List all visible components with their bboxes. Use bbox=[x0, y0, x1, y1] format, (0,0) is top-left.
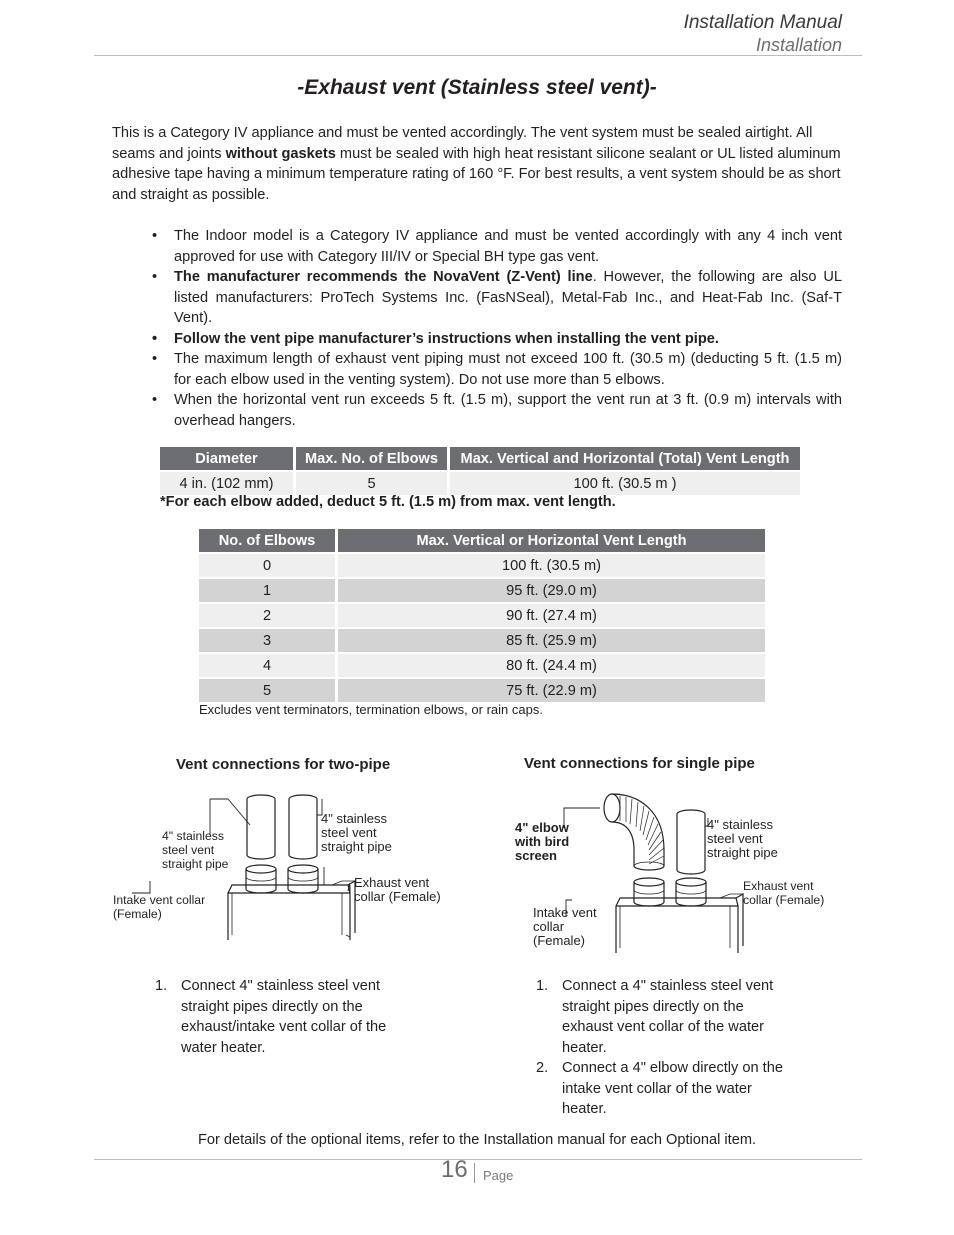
elbow-deduction-note: *For each elbow added, deduct 5 ft. (1.5 m) from max. vent length. bbox=[160, 494, 616, 510]
elbow-with-screen bbox=[604, 794, 664, 870]
footer-divider bbox=[94, 1159, 862, 1160]
vent-pipe bbox=[677, 814, 705, 870]
list-item: • When the horizontal vent run exceeds 5 ft. (1.5 m), support the vent run at 3 ft. (0.9 m) intervals with overhead hangers. bbox=[152, 390, 842, 431]
label-line: straight pipe bbox=[707, 845, 778, 860]
table-cell: 85 ft. (25.9 m) bbox=[338, 629, 765, 652]
two-pipe-exhaust-label bbox=[354, 876, 441, 904]
table-row bbox=[199, 604, 765, 627]
label-line: 4" elbow bbox=[515, 820, 569, 835]
table-cell: 90 ft. (27.4 m) bbox=[338, 604, 765, 627]
table-row bbox=[199, 679, 765, 702]
single-pipe-pipe-label bbox=[707, 818, 778, 860]
label-line: Intake vent collar bbox=[113, 893, 206, 907]
table-row bbox=[199, 579, 765, 602]
header-divider bbox=[94, 55, 862, 56]
label-line: 4" stainless bbox=[707, 817, 774, 832]
label-line: straight pipe bbox=[162, 857, 229, 871]
single-pipe-steps bbox=[536, 976, 798, 1120]
table-header-cell: Max. No. of Elbows bbox=[296, 447, 450, 470]
table-cell: 5 bbox=[296, 472, 450, 495]
table-cell: 3 bbox=[199, 629, 338, 652]
page-number: 16 bbox=[441, 1156, 468, 1183]
label-line: (Female) bbox=[533, 933, 586, 948]
page-separator bbox=[474, 1163, 475, 1183]
label-line: 4" stainless bbox=[321, 811, 388, 826]
elbow-label bbox=[515, 821, 569, 863]
bullet-text: . However, the following are also UL listed manufacturers: ProTech Systems Inc. (FasNSeal), Metal-Fab Inc., and Heat-Fab Inc. (Saf-T Vent). bbox=[174, 269, 842, 326]
table-header-cell: Max. Vertical and Horizontal (Total) Vent Length bbox=[450, 447, 800, 470]
label-line: screen bbox=[515, 848, 557, 863]
left-vent-pipe bbox=[247, 799, 275, 855]
label-line: collar (Female) bbox=[354, 889, 441, 904]
label-line: 4" stainless bbox=[162, 829, 224, 843]
table-header-row bbox=[160, 447, 800, 470]
step-text: Connect 4" stainless steel vent straight pipes directly on the exhaust/intake vent collar of the water heater. bbox=[181, 978, 387, 1056]
step-text: Connect a 4" stainless steel vent straight pipes directly on the exhaust vent collar of the water heater. bbox=[562, 978, 774, 1056]
label-line: steel vent bbox=[321, 825, 377, 840]
intro-text-2: must be sealed with high heat resistant silicone sealant or UL listed aluminum adhesive tape having a minimum temperature rating of 160 °F. For best results, a vent system should be as short and straight as possible. bbox=[112, 145, 841, 204]
table-row bbox=[160, 472, 800, 495]
page-title: -Exhaust vent (Stainless steel vent)- bbox=[297, 76, 657, 99]
table-row bbox=[199, 654, 765, 677]
step-text: Connect a 4" elbow directly on the intake vent collar of the water heater. bbox=[562, 1060, 783, 1117]
table-footnote: Excludes vent terminators, termination elbows, or rain caps. bbox=[199, 702, 543, 717]
label-line: straight pipe bbox=[321, 839, 392, 854]
list-item: • The Indoor model is a Category IV appliance and must be vented accordingly with any 4 inch vent approved for use with Category III/IV or Special BH type gas vent. bbox=[152, 226, 842, 267]
list-item: • The maximum length of exhaust vent piping must not exceed 100 ft. (30.5 m) (deducting 5 ft. (1.5 m) for each elbow used in the venting system). Do not use more than 5 elbows. bbox=[152, 349, 842, 390]
page-label: Page bbox=[483, 1168, 514, 1183]
two-pipe-caption: Vent connections for two-pipe bbox=[176, 756, 391, 773]
list-item: • Follow the vent pipe manufacturer’s instructions when installing the vent pipe. bbox=[152, 329, 842, 350]
table-cell: 1 bbox=[199, 579, 338, 602]
table-header-cell: No. of Elbows bbox=[199, 529, 338, 552]
table-cell: 4 in. (102 mm) bbox=[160, 472, 296, 495]
manual-title: Installation Manual bbox=[683, 12, 842, 33]
label-line: Exhaust vent bbox=[354, 875, 430, 890]
section-title: Installation bbox=[755, 35, 842, 55]
table-cell: 80 ft. (24.4 m) bbox=[338, 654, 765, 677]
table-cell: 4 bbox=[199, 654, 338, 677]
intro-paragraph bbox=[112, 123, 847, 206]
list-item bbox=[155, 976, 425, 1058]
list-item bbox=[536, 976, 798, 1058]
table-row bbox=[199, 629, 765, 652]
two-pipe-intake-label bbox=[113, 893, 205, 921]
table-cell: 95 ft. (29.0 m) bbox=[338, 579, 765, 602]
elbow-length-table bbox=[199, 529, 765, 704]
step-number: 2. bbox=[536, 1060, 549, 1076]
label-line: steel vent bbox=[162, 843, 215, 857]
single-pipe-caption: Vent connections for single pipe bbox=[524, 755, 755, 772]
single-pipe-exhaust-label bbox=[743, 879, 824, 907]
label-line: collar bbox=[533, 919, 565, 934]
vent-length-table bbox=[160, 447, 800, 495]
list-item bbox=[536, 1058, 798, 1120]
list-item bbox=[152, 267, 842, 329]
step-number: 1. bbox=[536, 978, 549, 994]
table-row bbox=[199, 554, 765, 577]
label-line: collar (Female) bbox=[743, 893, 825, 907]
optional-items-note: For details of the optional items, refer to the Installation manual for each Optional item. bbox=[197, 1132, 757, 1148]
table-header-cell: Diameter bbox=[160, 447, 296, 470]
intro-bold: without gaskets bbox=[225, 145, 336, 162]
table-cell: 75 ft. (22.9 m) bbox=[338, 679, 765, 702]
single-pipe-intake-label bbox=[533, 906, 597, 948]
two-pipe-left-pipe-label bbox=[162, 829, 228, 871]
label-line: with bird bbox=[515, 834, 570, 849]
table-cell: 0 bbox=[199, 554, 338, 577]
table-cell: 5 bbox=[199, 679, 338, 702]
table-cell: 100 ft. (30.5 m ) bbox=[450, 472, 800, 495]
right-vent-pipe bbox=[289, 799, 317, 855]
step-number: 1. bbox=[155, 978, 168, 994]
label-line: (Female) bbox=[113, 907, 162, 921]
label-line: Exhaust vent bbox=[743, 879, 814, 893]
table-cell: 2 bbox=[199, 604, 338, 627]
label-line: steel vent bbox=[707, 831, 763, 846]
two-pipe-right-pipe-label bbox=[321, 812, 392, 854]
two-pipe-steps bbox=[155, 976, 425, 1058]
label-line: Intake vent bbox=[533, 905, 597, 920]
table-cell: 100 ft. (30.5 m) bbox=[338, 554, 765, 577]
table-header-cell: Max. Vertical or Horizontal Vent Length bbox=[338, 529, 765, 552]
requirements-list bbox=[152, 226, 842, 431]
table-header-row bbox=[199, 529, 765, 552]
bullet-bold: The manufacturer recommends the NovaVent (Z-Vent) line bbox=[174, 269, 593, 285]
intro-text-1: This is a Category IV appliance and must be vented accordingly. The vent system must be sealed airtight. All seams and joints bbox=[112, 125, 813, 162]
